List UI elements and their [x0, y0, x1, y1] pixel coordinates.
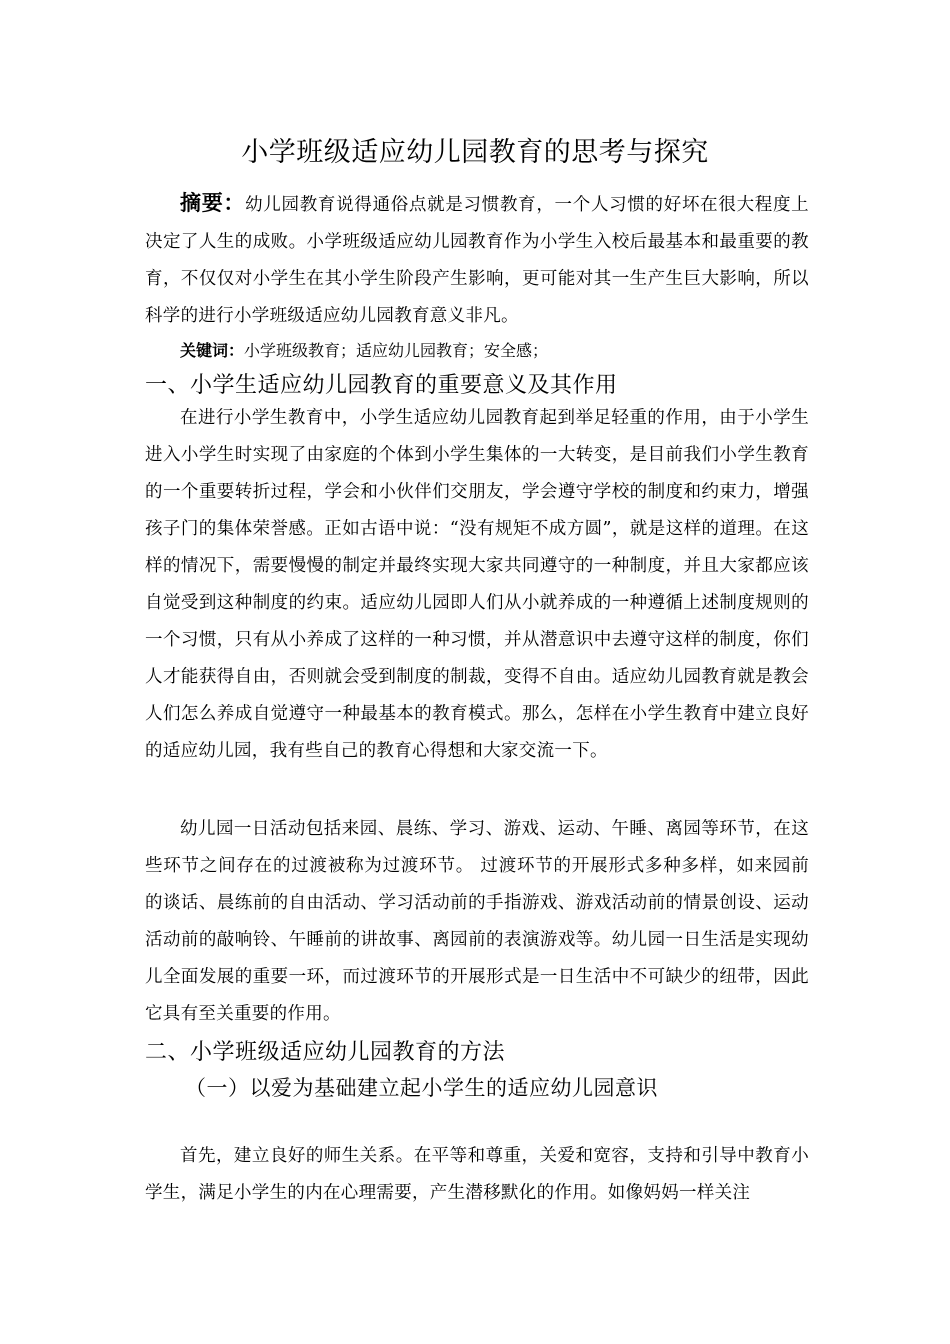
- subsection-1-paragraph-1: 首先，建立良好的师生关系。在平等和尊重，关爱和宽容，支持和引导中教育小学生，满足小学生的内在心理需要，产生潜移默化的作用。如像妈妈一样关注: [145, 1146, 809, 1203]
- document-title: 小学班级适应幼儿园教育的思考与探究: [241, 137, 709, 168]
- section-1-paragraph-2: 幼儿园一日活动包括来园、晨练、学习、游戏、运动、午睡、离园等环节，在这些环节之间存在的过渡被称为过渡环节。 过渡环节的开展形式多种多样，如来园前的谈话、晨练前的自由活动、学习活动前的手指游戏、游戏活动前的情景创设、运动活动前的敲响铃、午睡前的讲故事、离园前的表演游戏等。幼儿园一日生活是实现幼儿全面发展的重要一环，而过渡环节的开展形式是一日生活中不可缺少的纽带，因此它具有至关重要的作用。: [145, 819, 809, 1024]
- keywords-label: 关键词：: [180, 341, 245, 360]
- abstract-text: 幼儿园教育说得通俗点就是习惯教育，一个人习惯的好坏在很大程度上决定了人生的成败。小学班级适应幼儿园教育作为小学生入校后最基本和最重要的教育，不仅仅对小学生在其小学生阶段产生影响，更可能对其一生产生巨大影响，所以科学的进行小学班级适应幼儿园教育意义非凡。: [145, 195, 809, 326]
- section-1-paragraph-1: 在进行小学生教育中，小学生适应幼儿园教育起到举足轻重的作用，由于小学生进入小学生时实现了由家庭的个体到小学生集体的一大转变，是目前我们小学生教育的一个重要转折过程，学会和小伙伴们交朋友，学会遵守学校的制度和约束力，增强孩子门的集体荣誉感。正如古语中说：“没有规矩不成方圆”，就是这样的道理。在这样的情况下，需要慢慢的制定并最终实现大家共同遵守的一种制度，并且大家都应该自觉受到这种制度的约束。适应幼儿园即人们从小就养成的一种遵循上述制度规则的一个习惯，只有从小养成了这样的一种习惯，并从潜意识中去遵守这样的制度，你们人才能获得自由，否则就会受到制度的制裁，变得不自由。适应幼儿园教育就是教会人们怎么养成自觉遵守一种最基本的教育模式。那么，怎样在小学生教育中建立良好的适应幼儿园，我有些自己的教育心得想和大家交流一下。: [145, 408, 809, 761]
- keywords-line: [180, 338, 548, 361]
- section-2-heading: 二、小学班级适应幼儿园教育的方法: [145, 1040, 506, 1065]
- section-1-heading: 一、小学生适应幼儿园教育的重要意义及其作用: [145, 373, 618, 398]
- subsection-1-heading: （一）以爱为基础建立起小学生的适应幼儿园意识: [185, 1076, 658, 1100]
- keywords-text: 小学班级教育；适应幼儿园教育；安全感；: [244, 341, 549, 360]
- abstract-label: 摘要：: [180, 191, 246, 215]
- abstract-paragraph: [145, 185, 809, 335]
